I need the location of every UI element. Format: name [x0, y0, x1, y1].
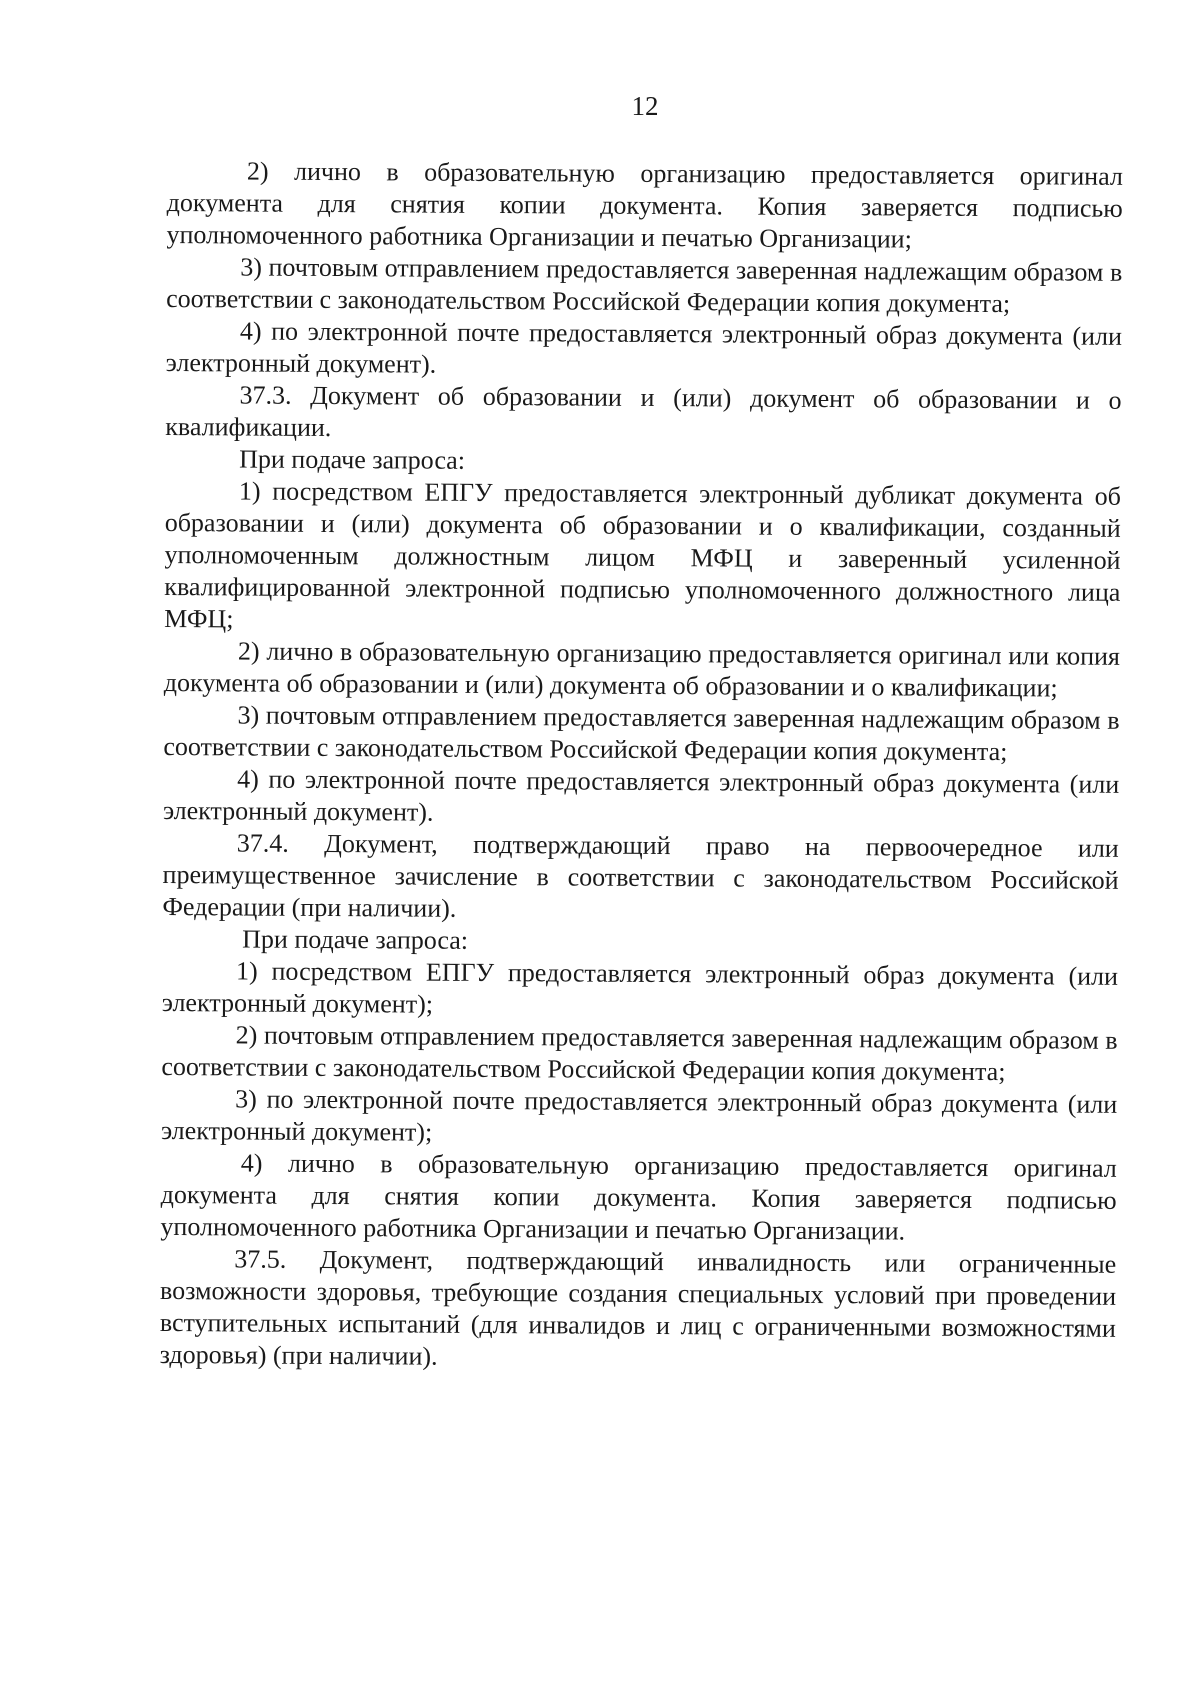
paragraph-item-2-in-person: 2) лично в образовательную организацию предоставляется оригинал или копия документа об образовании и (или) документа об образовании и о квалификации; — [163, 636, 1121, 703]
paragraph-item-3-email: 3) по электронной почте предоставляется электронный образ документа (или электронный документ); — [160, 1084, 1118, 1147]
section-37-5-heading: 37.5. Документ, подтверждающий инвалидность или ограниченные возможности здоровья, требующие создания специальных условий при проведении вступительных испытаний (для инвалидов и лиц с ограниченными возможностями здоровья) (при наличии). — [159, 1244, 1117, 1371]
page-number: 12 — [631, 91, 659, 121]
request-submission-intro: При подаче запроса: — [242, 924, 469, 955]
section-37-3-heading: 37.3. Документ об образовании и (или) документ об образовании и о квалификации. — [165, 380, 1122, 443]
document-body — [160, 155, 1123, 1377]
paragraph-item-1-epgu: 1) посредством ЕПГУ предоставляется электронный дубликат документа об образовании и (или) документа об образовании и о квалификации, созданный уполномоченным должностным лицом МФЦ и заверенный усиленной квалифицированной электронной подписью уполномоченного должностного лица МФЦ; — [164, 476, 1122, 634]
paragraph-item-1-epgu: 1) посредством ЕПГУ предоставляется электронный образ документа (или электронный документ); — [161, 956, 1119, 1019]
request-submission-intro: При подаче запроса: — [239, 444, 466, 475]
paragraph-item-4-email: 4) по электронной почте предоставляется электронный образ документа (или электронный документ). — [162, 764, 1120, 827]
section-37-4-heading: 37.4. Документ, подтверждающий право на первоочередное или преимущественное зачисление в соответствии с законодательством Российской Федерации (при наличии). — [162, 828, 1119, 923]
paragraph-item-2-postal: 2) почтовым отправлением предоставляется заверенная надлежащим образом в соответствии с законодательством Российской Федерации копия документа; — [161, 1020, 1118, 1087]
paragraph-item-4-email: 4) по электронной почте предоставляется электронный образ документа (или электронный документ). — [165, 316, 1122, 379]
paragraph-item-2-in-person: 2) лично в образовательную организацию предоставляется оригинал документа для снятия копии документа. Копия заверяется подписью уполномоченного работника Организации и печатью Организации; — [166, 156, 1123, 254]
paragraph-item-3-postal: 3) почтовым отправлением предоставляется заверенная надлежащим образом в соответствии с законодательством Российской Федерации копия документа; — [166, 252, 1123, 319]
paragraph-item-3-postal: 3) почтовым отправлением предоставляется заверенная надлежащим образом в соответствии с законодательством Российской Федерации копия документа; — [163, 700, 1120, 767]
paragraph-item-4-in-person: 4) лично в образовательную организацию предоставляется оригинал документа для снятия копии документа. Копия заверяется подписью уполномоченного работника Организации и печатью Организации. — [160, 1148, 1117, 1246]
